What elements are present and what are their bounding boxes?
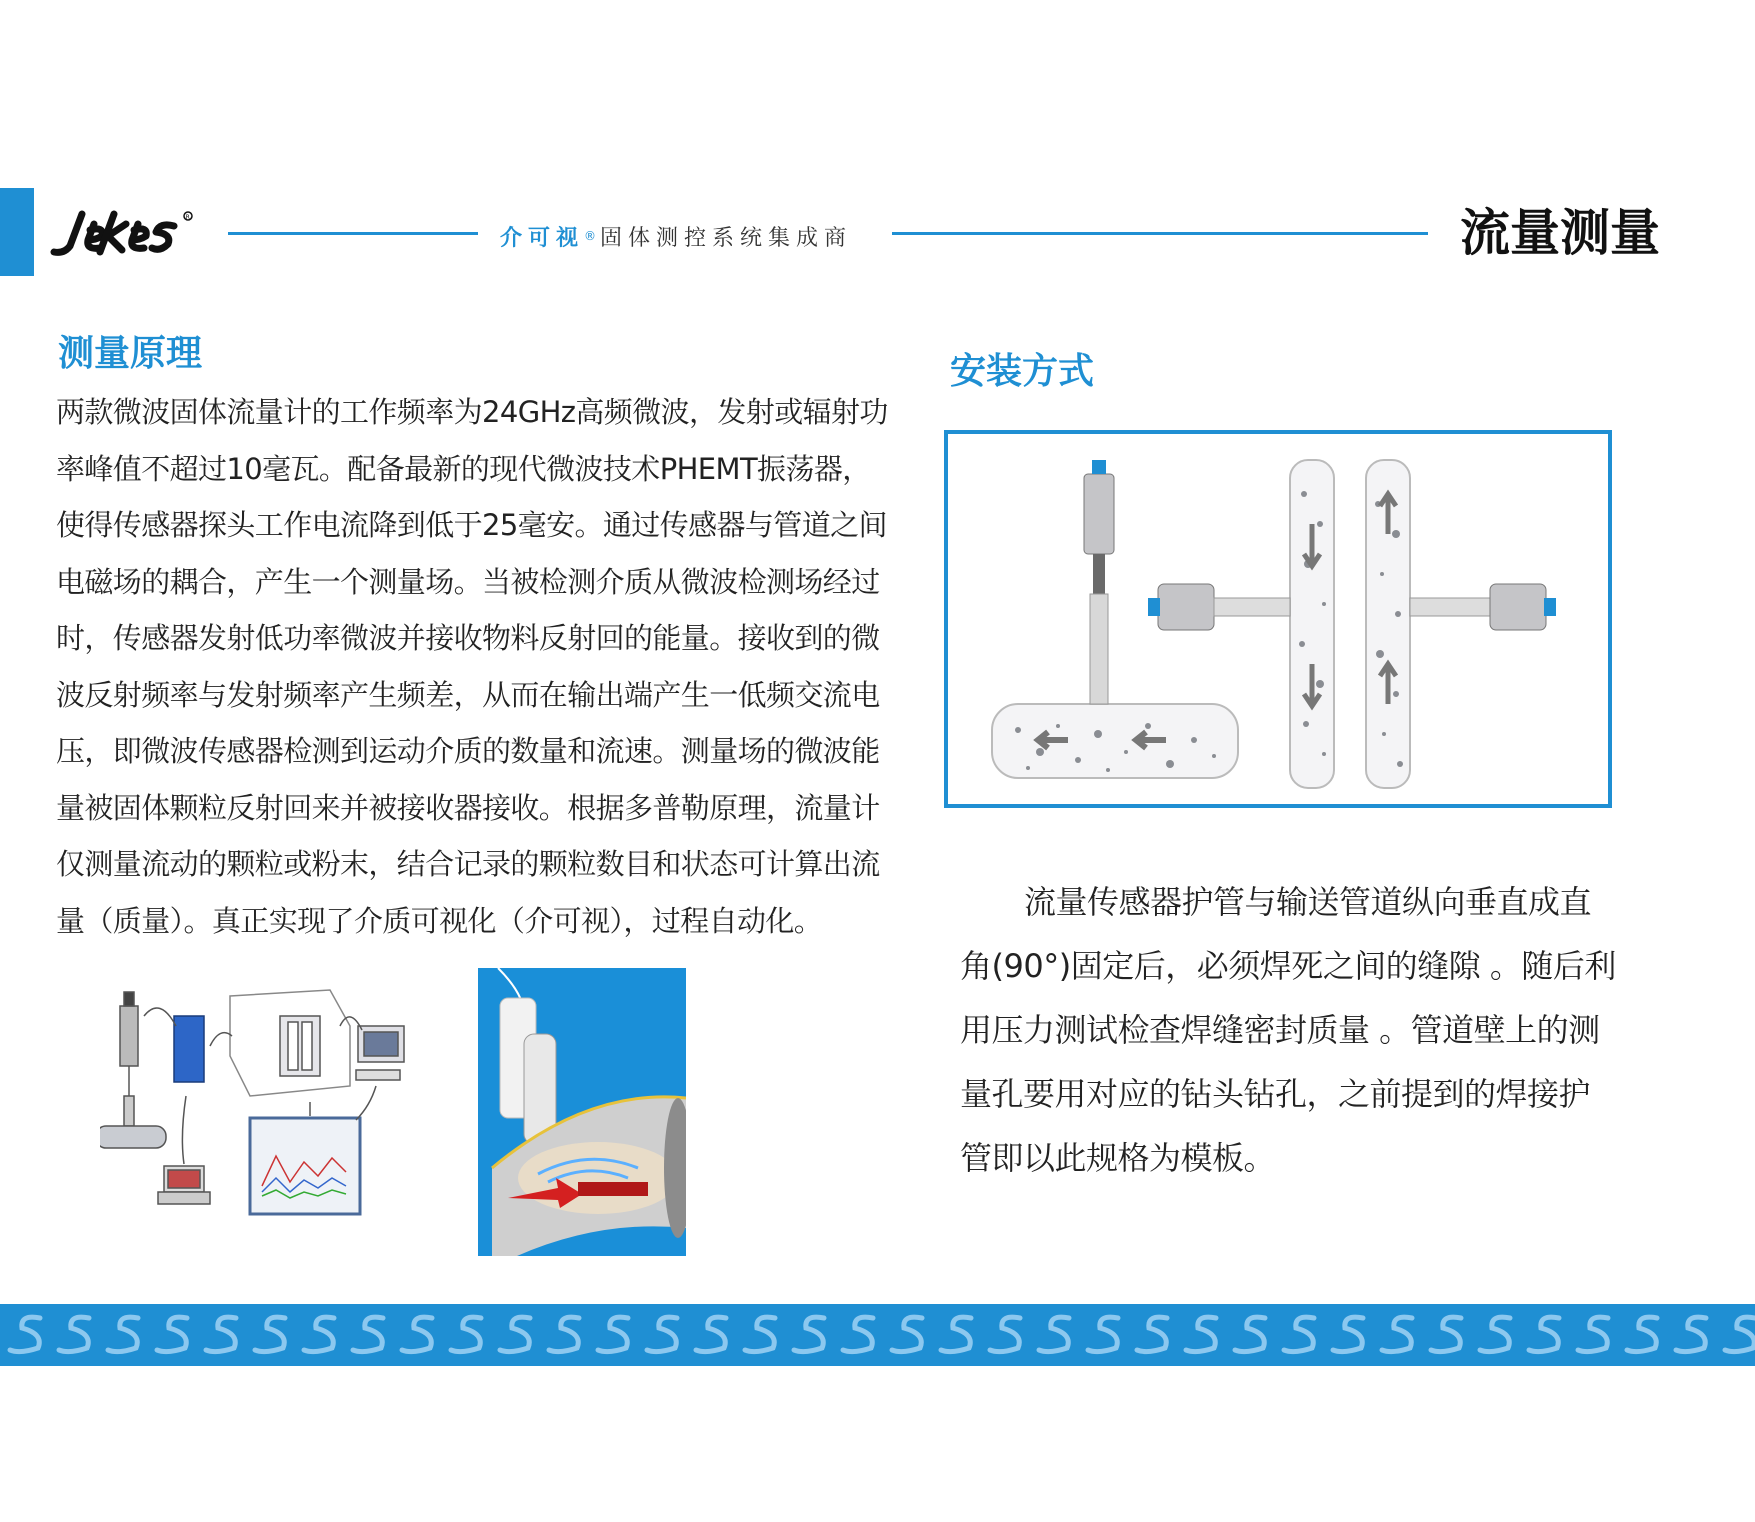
installation-diagram (944, 430, 1612, 808)
header-accent-tab (0, 188, 34, 276)
brand-logo (48, 206, 218, 262)
footer-wave-mark (647, 1317, 677, 1351)
footer-wave-mark (598, 1317, 628, 1351)
tagline-brand: 介可视 (500, 225, 585, 251)
footer-wave-mark (1529, 1317, 1559, 1351)
sensor-pipe-image (478, 968, 686, 1256)
footer-wave-mark (1578, 1317, 1608, 1351)
footer-wave-mark (59, 1317, 89, 1351)
footer-wave-mark (1382, 1317, 1412, 1351)
footer-wave-mark (1480, 1317, 1510, 1351)
footer-wave-mark (500, 1317, 530, 1351)
header-rule-right (892, 232, 1428, 235)
header-rule-left (228, 232, 478, 235)
footer-wave-mark (451, 1317, 481, 1351)
footer-wave-mark (1235, 1317, 1265, 1351)
footer-wave-mark (10, 1317, 40, 1351)
installation-heading: 安装方式 (950, 351, 1095, 392)
footer-wave-mark (1186, 1317, 1216, 1351)
svg-text:R: R (185, 214, 190, 221)
registered-mark: ® (584, 229, 597, 243)
footer-wave-mark (843, 1317, 873, 1351)
footer-wave-mark (255, 1317, 285, 1351)
footer-wave-mark (1627, 1317, 1657, 1351)
footer-wave-mark (206, 1317, 236, 1351)
footer-wave-mark (696, 1317, 726, 1351)
footer-wave-mark (549, 1317, 579, 1351)
footer-wave-mark (1284, 1317, 1314, 1351)
footer-wave-mark (794, 1317, 824, 1351)
footer-wave-mark (990, 1317, 1020, 1351)
footer-wave-mark (1431, 1317, 1461, 1351)
principle-heading: 测量原理 (58, 333, 203, 374)
footer-wave-mark (1137, 1317, 1167, 1351)
header-tagline (500, 218, 870, 254)
footer-pattern-band (0, 1304, 1755, 1366)
installation-body: 流量传感器护管与输送管道纵向垂直成直角(90°)固定后，必须焊死之间的缝隙 。随后利用压力测试检查焊缝密封质量 。管道壁上的测量孔要用对应的钻头钻孔，之前提到的焊接护管即以此规格为模板。 (960, 883, 1616, 1177)
footer-wave-mark (745, 1317, 775, 1351)
system-sketch-image (100, 986, 440, 1236)
principle-body: 两款微波固体流量计的工作频率为24GHz高频微波，发射或辐射功率峰值不超过10毫瓦。配备最新的现代微波技术PHEMT振荡器，使得传感器探头工作电流降到低于25毫安。通过传感器与管道之间电磁场的耦合，产生一个测量场。当被检测介质从微波检测场经过时，传感器发射低功率微波并接收物料反射回的能量。接收到的微波反射频率与发射频率产生频差，从而在输出端产生一低频交流电压，即微波传感器检测到运动介质的数量和流速。测量场的微波能量被固体颗粒反射回来并被接收器接收。根据多普勒原理，流量计仅测量流动的颗粒或粉末，结合记录的颗粒数目和状态可计算出流量（质量）。真正实现了介质可视化（介可视），过程自动化。 (56, 395, 888, 938)
footer-wave-mark (1676, 1317, 1706, 1351)
footer-wave-mark (1333, 1317, 1363, 1351)
footer-wave-mark (402, 1317, 432, 1351)
footer-wave-mark (1039, 1317, 1069, 1351)
page-title: 流量测量 (1460, 204, 1660, 262)
footer-wave-mark (108, 1317, 138, 1351)
tagline-text: 固体测控系统集成商 (600, 225, 853, 251)
footer-wave-mark (892, 1317, 922, 1351)
footer-wave-mark (1088, 1317, 1118, 1351)
footer-wave-mark (304, 1317, 334, 1351)
footer-wave-mark (941, 1317, 971, 1351)
footer-wave-mark (353, 1317, 383, 1351)
footer-wave-mark (157, 1317, 187, 1351)
footer-wave-mark (1725, 1317, 1755, 1351)
